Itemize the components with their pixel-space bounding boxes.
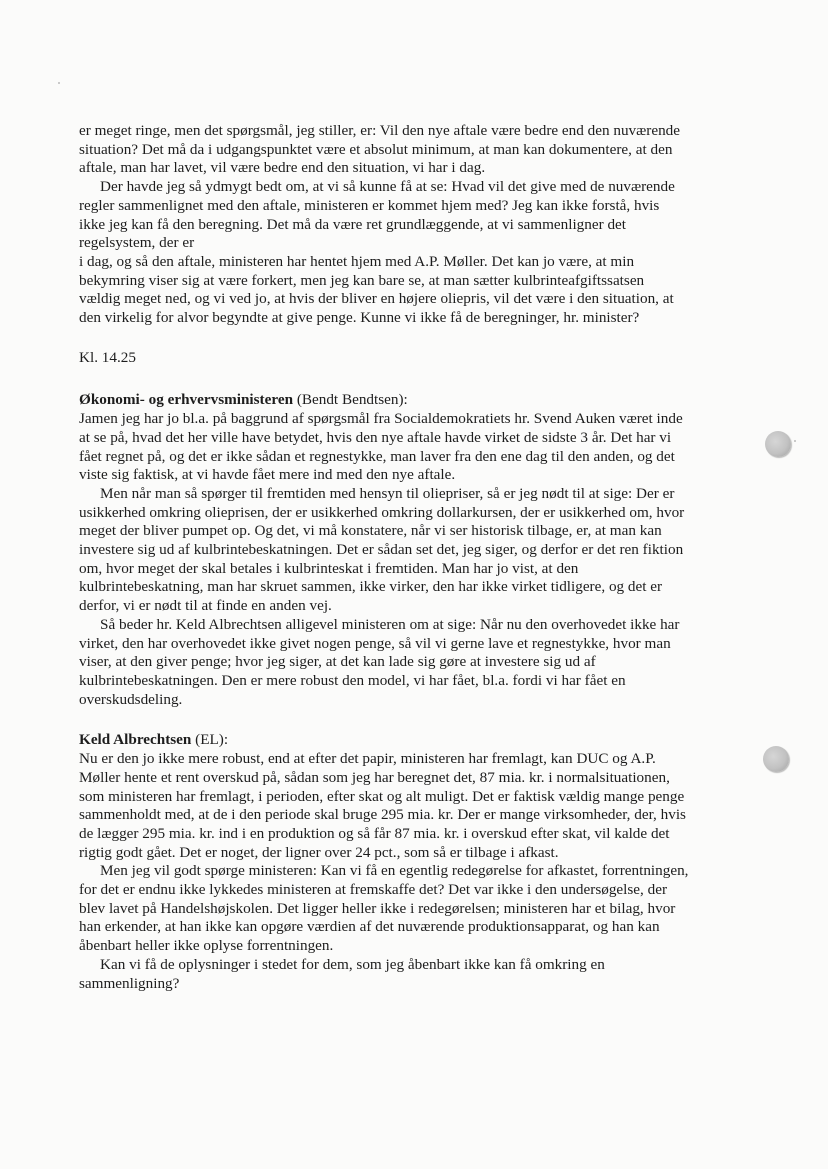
text-line: rigtig godt gået. Det er noget, der ligner over 24 pct., som så er tilbage i afkast. bbox=[79, 843, 559, 861]
text-line: vældig meget ned, og vi ved jo, at hvis der bliver en højere oliepris, vil det være i den situation, at bbox=[79, 290, 674, 308]
text-line: Møller hente et rent overskud på, sådan som jeg har beregnet det, 87 mia. kr. i normalsituationen, bbox=[79, 768, 670, 786]
text-line: han erkender, at han ikke kan opgøre værdien af det nuværende produktionsapparat, og han kan bbox=[79, 918, 660, 936]
text-line: Nu er den jo ikke mere robust, end at efter det papir, ministeren har fremlagt, kan DUC og A.P. bbox=[79, 750, 656, 768]
speaker-name: Økonomi- og erhvervsministeren bbox=[79, 391, 294, 409]
text-line: derfor, vi er nødt til at finde en anden vej. bbox=[79, 597, 332, 615]
paragraph-request bbox=[79, 178, 755, 328]
transcript-body bbox=[79, 122, 755, 993]
speech-paragraph bbox=[79, 410, 755, 485]
scan-speck bbox=[794, 440, 796, 442]
text-line: om, hvor meget der skal betales i kulbrinteskat i fremtiden. Man har jo vist, at den bbox=[79, 559, 579, 577]
text-line: for det er endnu ikke lykkedes ministeren at fremskaffe det? Det var ikke i den undersøgelse, der bbox=[79, 881, 668, 899]
text-line: overskudsdeling. bbox=[79, 690, 183, 708]
paragraph-continuation bbox=[79, 122, 755, 178]
text-line: i dag, og så den aftale, ministeren har hentet hjem med A.P. Møller. Det kan jo være, at min bbox=[79, 252, 635, 270]
text-line: ikke jeg kan få den beregning. Det må da være ret grundlæggende, at vi sammenligner det bbox=[79, 215, 626, 233]
text-line: som ministeren har fremlagt, i perioden, efter skat og alt muligt. Det er faktisk vældig mange penge bbox=[79, 787, 685, 805]
text-line: Men jeg vil godt spørge ministeren: Kan vi få en egentlig redegørelse for afkastet, forrentningen, bbox=[100, 862, 689, 880]
text-line: viste sig faktisk, at vi havde fået mere ind med den nye aftale. bbox=[79, 466, 456, 484]
text-line: de lægger 295 mia. kr. ind i en produktion og så får 87 mia. kr. i overskud efter skat, vil kalde det bbox=[79, 824, 670, 842]
text-line: regelsystem, der er bbox=[79, 234, 195, 252]
text-line: at se på, hvad det her ville have betydet, hvis den nye aftale havde virket de sidste 3 år. Det har vi bbox=[79, 428, 672, 446]
text-line: Så beder hr. Keld Albrechtsen alligevel ministeren om at sige: Når nu den overhovedet ikke har bbox=[100, 615, 680, 633]
speech-paragraph bbox=[79, 750, 755, 862]
text-line: åbenbart heller ikke oplyse forrentningen. bbox=[79, 937, 334, 955]
text-line: blev lavet på Handelshøjskolen. Det ligger heller ikke i redegørelsen; ministeren har et bilag, hvor bbox=[79, 899, 676, 917]
text-line: investere sig ud af kulbrintebeskatningen. Det er sådan set det, jeg siger, og derfor er det ren fiktion bbox=[79, 541, 684, 559]
speech-paragraph bbox=[79, 956, 755, 993]
speech-paragraph bbox=[79, 485, 755, 616]
speaker-affiliation: (Bendt Bendtsen): bbox=[293, 391, 408, 409]
text-line: usikkerhed omkring olieprisen, der er usikkerhed omkring dollarkursen, der er usikkerhed om, hvor bbox=[79, 503, 685, 521]
text-line: Men når man så spørger til fremtiden med hensyn til oliepriser, så er jeg nødt til at sige: Der er bbox=[100, 484, 675, 502]
text-line: aftale, man har lavet, vil være bedre end den situation, vi har i dag. bbox=[79, 159, 486, 177]
punch-hole-mark bbox=[765, 431, 791, 457]
speaker-name: Keld Albrechtsen bbox=[79, 731, 192, 749]
speaker-affiliation: (EL): bbox=[191, 731, 229, 749]
text-line: viser, at den giver penge; hvor jeg siger, at det kan lade sig gøre at investere sig ud af bbox=[79, 653, 596, 671]
text-line: Kan vi få de oplysninger i stedet for dem, som jeg åbenbart ikke kan få omkring en bbox=[100, 955, 605, 973]
text-line: situation? Det må da i udgangspunktet være et absolut minimum, at man kan dokumentere, at den bbox=[79, 140, 673, 158]
speaker-heading bbox=[79, 731, 755, 750]
text-line: bekymring viser sig at være forkert, men jeg kan bare se, at man sætter kulbrinteafgiftssatsen bbox=[79, 271, 645, 289]
text-line: den virkelig for alvor begyndte at give penge. Kunne vi ikke få de beregninger, hr. minister? bbox=[79, 309, 640, 327]
scan-speck bbox=[58, 82, 60, 84]
text-line: meget der bliver pumpet op. Og det, vi må konstatere, når vi ser historisk tilbage, er, at man kan bbox=[79, 522, 662, 540]
text-line: er meget ringe, men det spørgsmål, jeg stiller, er: Vil den nye aftale være bedre end den nuværende bbox=[79, 122, 681, 139]
speech-paragraph bbox=[79, 616, 755, 710]
text-line: virket, den har overhovedet ikke givet nogen penge, så vil vi gerne lave et regnestykke, hvor man bbox=[79, 634, 671, 652]
text-line: Jamen jeg har jo bl.a. på baggrund af spørgsmål fra Socialdemokratiets hr. Svend Auken været inde bbox=[79, 410, 683, 428]
text-line: kulbrintebeskatningen. Den er mere robust den model, vi har fået, bl.a. fordi vi har fået en bbox=[79, 671, 626, 689]
text-line: sammenligning? bbox=[79, 974, 180, 992]
speech-paragraph bbox=[79, 862, 755, 956]
text-line: kulbrintebeskatning, man har skruet sammen, ikke virker, den har ikke virket tidligere, og det er bbox=[79, 578, 663, 596]
punch-hole-mark bbox=[763, 746, 789, 772]
text-line: sammenholdt med, at de i den periode skal bruge 295 mia. kr. Der er mange virksomheder, der, hvis bbox=[79, 806, 686, 824]
text-line: fået regnet på, og det er ikke sådan et regnestykke, man laver fra den ene dag til den anden, og det bbox=[79, 447, 675, 465]
timestamp: Kl. 14.25 bbox=[79, 348, 136, 366]
speaker-heading bbox=[79, 391, 755, 410]
text-line: Der havde jeg så ydmygt bedt om, at vi så kunne få at se: Hvad vil det give med de nuværende bbox=[100, 178, 675, 196]
text-line: regler sammenlignet med den aftale, ministeren er kommet hjem med? Jeg kan ikke forstå, hvis bbox=[79, 196, 660, 214]
